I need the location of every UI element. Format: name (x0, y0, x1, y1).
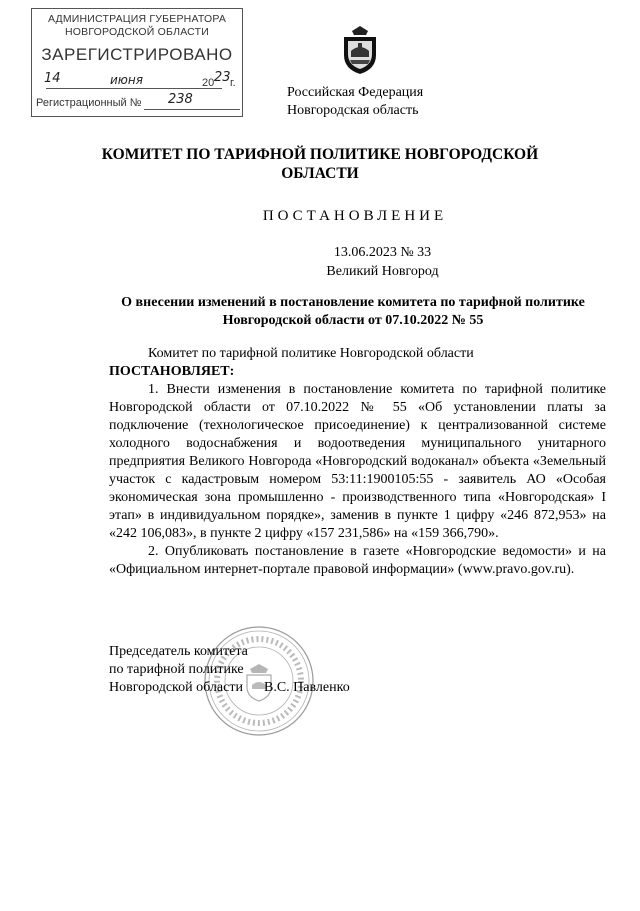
signatory-name: В.С. Павленко (264, 680, 350, 695)
stamp-number-row (36, 92, 193, 109)
committee-title (60, 145, 580, 183)
signature-position-line2: по тарифной политике (109, 662, 244, 677)
subject-line2: Новгородской области от 07.10.2022 № 55 (222, 313, 484, 328)
stamp-org-line2: НОВГОРОДСКОЙ ОБЛАСТИ (65, 26, 209, 38)
intro-paragraph: Комитет по тарифной политике Новгородской области (148, 346, 474, 361)
federation-text: Российская Федерация (287, 85, 424, 100)
stamp-date-line (46, 88, 222, 89)
document-date-number: 13.06.2023 № 33 (333, 245, 432, 260)
committee-title-line2: ОБЛАСТИ (281, 165, 359, 182)
document-city: Великий Новгород (326, 264, 439, 279)
stamp-year-prefix: 20 (202, 77, 215, 89)
item-2: 2. Опубликовать постановление в газете «Новгородские ведомости» и на «Официальном интернет-портале правовой информации» (www.pravo.gov.ru). (109, 544, 606, 577)
subject-line1: О внесении изменений в постановление комитета по тарифной политике (121, 295, 585, 310)
stamp-year-suffix: 23 (214, 70, 231, 85)
stamp-registered: ЗАРЕГИСТРИРОВАНО (41, 45, 233, 64)
coat-of-arms-icon (341, 25, 379, 75)
region-text: Новгородская область (287, 103, 419, 118)
stamp-reg-label: Регистрационный № (36, 97, 142, 109)
stamp-reg-number: 238 (168, 92, 193, 107)
stamp-org-line1: АДМИНИСТРАЦИЯ ГУБЕРНАТОРА (47, 13, 227, 25)
signature-block (109, 643, 350, 697)
signature-position-line3: Новгородской области (109, 680, 243, 695)
stamp-month: июня (110, 73, 143, 87)
item-1: 1. Внести изменения в постановление комитета по тарифной политике Новгородской области от 07.10.2022 № 55 «Об установлении платы за подключение (технологическое присоединение) к централизованной системе холодного водоснабжения и водоотведения муниципального унитарного предприятия Великого Новгорода «Новгородский водоканал» объекта «Земельный участок с кадастровым номером 53:11:1900105:55 - заявитель АО «Особая экономическая зона промышленно - производственного типа «Новгородская» I этап» в индивидуальном порядке», заменив в пункте 1 цифру «246 872,953» на «242 106,083», в пункте 2 цифру «157 231,586» на «159 366,790». (109, 382, 606, 541)
signature-position-line1: Председатель комитета (109, 644, 248, 659)
stamp-number-line (144, 109, 240, 110)
stamp-date (40, 70, 236, 91)
date-and-place (0, 243, 640, 281)
stamp-year-unit: г. (230, 77, 236, 89)
header-federation (287, 84, 423, 120)
resolves-heading: ПОСТАНОВЛЯЕТ: (109, 364, 235, 379)
stamp-organization (32, 13, 242, 39)
registration-stamp (31, 8, 243, 117)
document-body (109, 345, 606, 579)
document-type: ПОСТАНОВЛЕНИЕ (262, 208, 448, 224)
committee-title-line1: КОМИТЕТ ПО ТАРИФНОЙ ПОЛИТИКЕ НОВГОРОДСКОЙ (101, 146, 539, 163)
stamp-day: 14 (44, 71, 61, 86)
document-subject (100, 294, 606, 330)
